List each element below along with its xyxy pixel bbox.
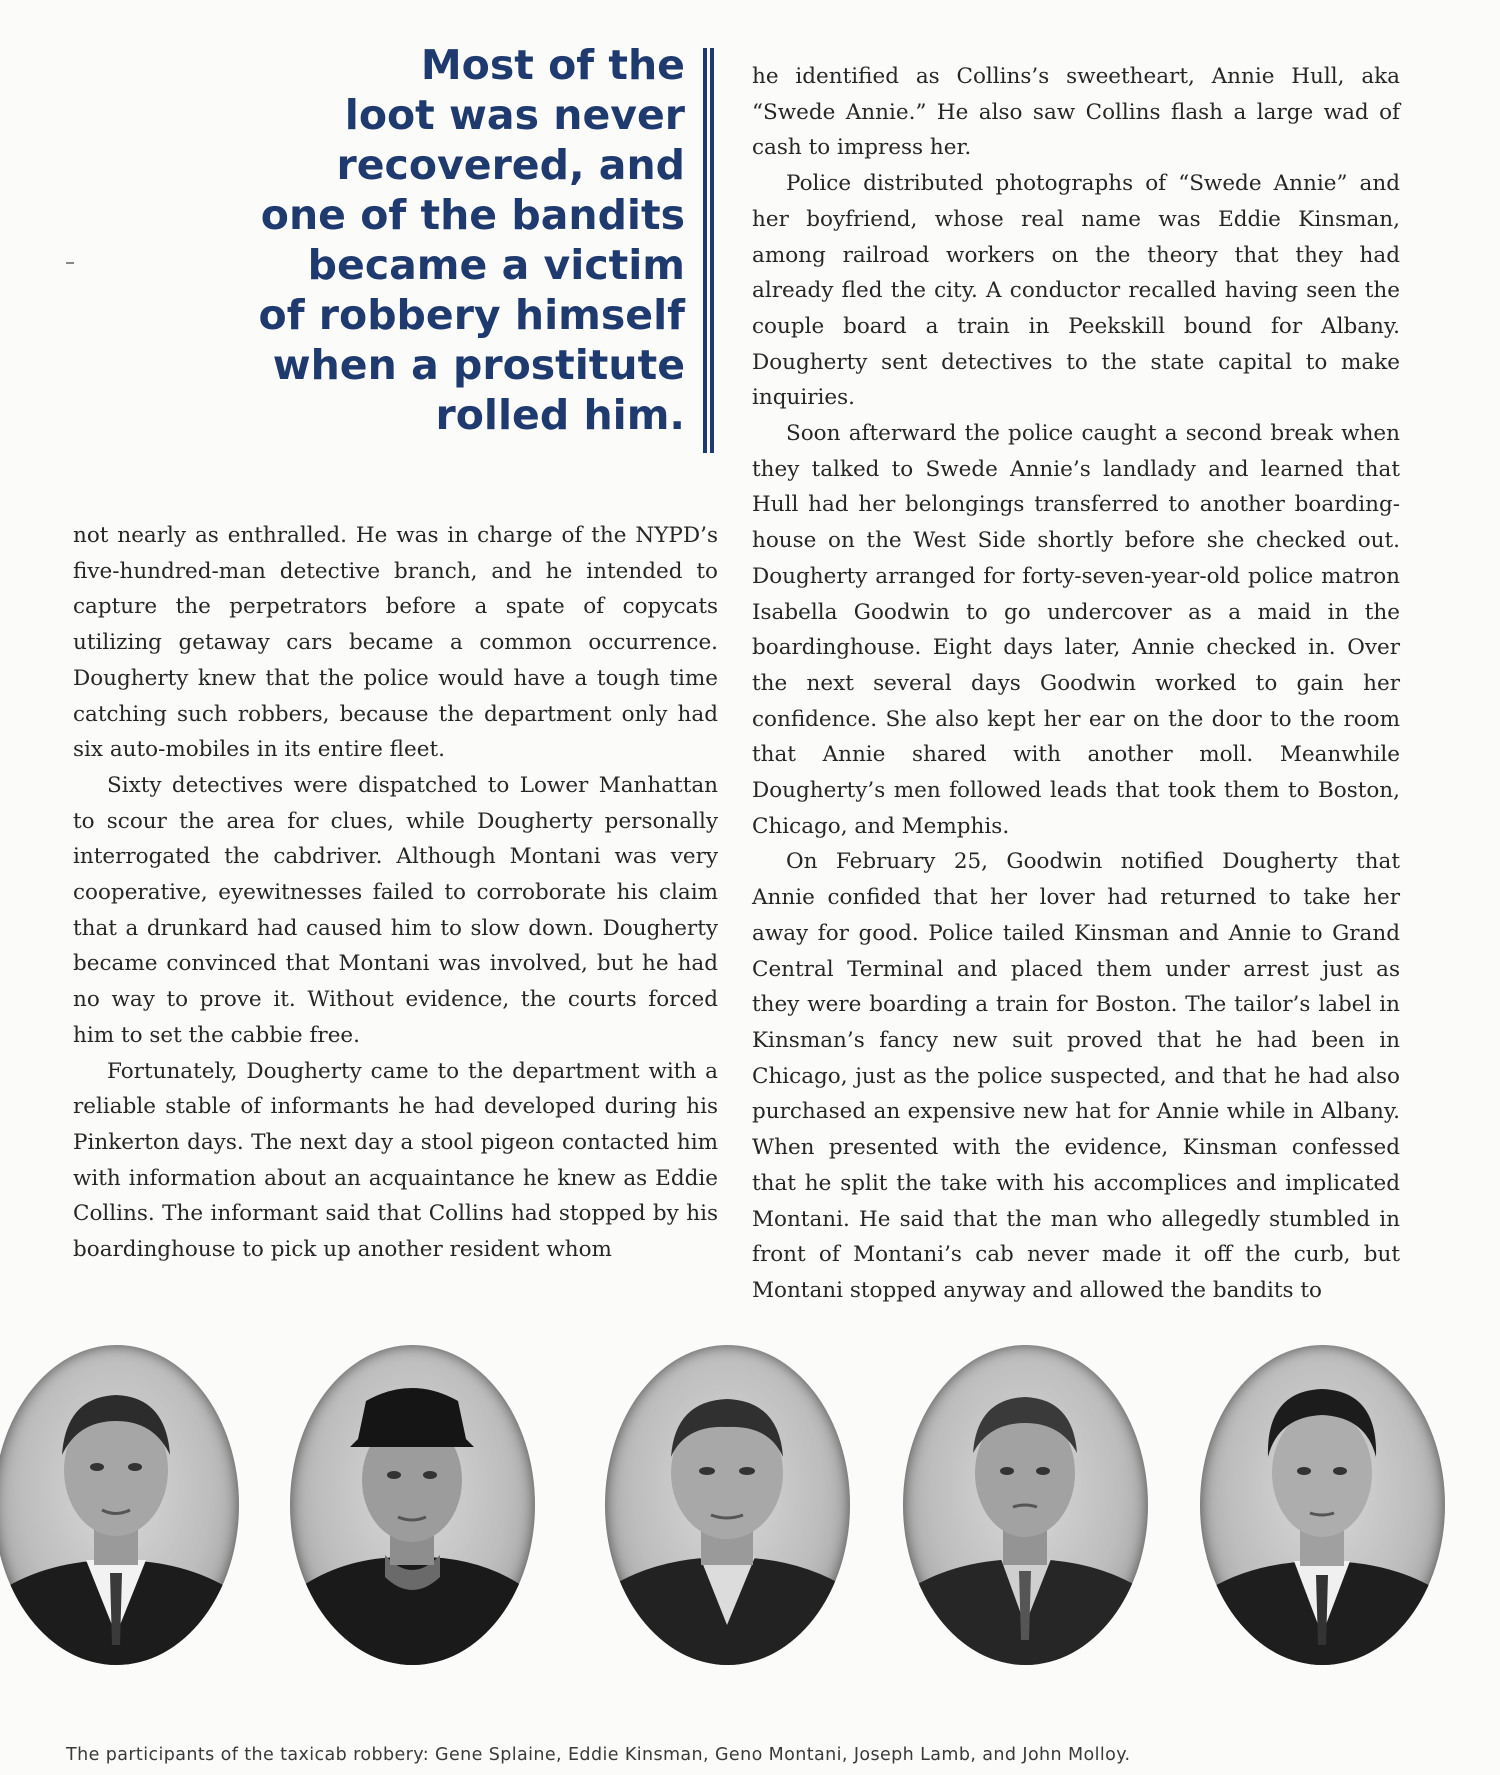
pull-quote-line: recovered, and <box>336 141 685 189</box>
pull-quote-line: loot was never <box>344 91 685 139</box>
paragraph: Sixty detectives were dispatched to Lower Manhattan to scour the area for clues, while Dougherty personally interrogated the cabdriver. Although Montani was very cooperative, eyewitnesses failed to corroborate his claim that a drunkard had caused him to slow down. Dougherty became convinced that Montani was involved, but he had no way to prove it. Without evidence, the courts forced him to set the cabbie free. <box>73 772 718 1048</box>
pull-quote-line: when a prostitute <box>272 341 685 389</box>
portrait-photo <box>290 1345 535 1665</box>
pull-quote-line: Most of the <box>420 41 685 89</box>
paragraph: Fortunately, Dougherty came to the department with a reliable stable of informants he had developed during his Pinkerton days. The next day a stool pigeon contacted him with information about an acquaintance he knew as Eddie Collins. The informant said that Collins had stopped by his boardinghouse to pick up another resident whom <box>73 1058 718 1263</box>
portrait-silhouette <box>903 1345 1148 1665</box>
portrait-silhouette <box>1200 1345 1445 1665</box>
paragraph: Soon afterward the police caught a second break when they talked to Swede Annie’s landlady and learned that Hull had her belongings transferred to another boarding-house on the West Side shortly before she checked out. Dougherty arranged for forty-seven-year-old police matron Isabella Goodwin to go undercover as a maid in the boardinghouse. Eight days later, Annie checked in. Over the next several days Goodwin worked to gain her confidence. She also kept her ear on the door to the room that Annie shared with another moll. Meanwhile Dougherty’s men followed leads that took them to Boston, Chicago, and Memphis. <box>752 421 1400 839</box>
portrait-silhouette <box>0 1345 239 1665</box>
scan-speck <box>66 262 74 264</box>
pull-quote-line: of robbery himself <box>258 291 685 339</box>
mugshot-row <box>0 1345 1500 1665</box>
right-column <box>752 59 1400 1309</box>
paragraph: On February 25, Goodwin notified Dougherty that Annie confided that her lover had returned to take her away for good. Police tailed Kinsman and Annie to Grand Central Terminal and placed them under arrest just as they were boarding a train for Boston. The tailor’s label in Kinsman’s fancy new suit proved that he had been in Chicago, just as the police suspected, and that he had also purchased an expensive new hat for Annie while in Albany. When presented with the evidence, Kinsman confessed that he split the take with his accomplices and implicated Montani. He said that the man who allegedly stumbled in front of Montani’s cab never made it off the curb, but Montani stopped anyway and allowed the bandits to <box>752 849 1400 1303</box>
portrait-silhouette <box>605 1345 850 1665</box>
left-column <box>73 518 718 1268</box>
photo-caption: The participants of the taxicab robbery: Gene Splaine, Eddie Kinsman, Geno Montani, Joseph Lamb, and John Molloy. <box>66 1745 1131 1765</box>
paragraph: he identified as Collins’s sweetheart, Annie Hull, aka “Swede Annie.” He also saw Collins flash a large wad of cash to impress her. <box>752 64 1400 161</box>
portrait-photo <box>0 1345 239 1665</box>
paragraph: not nearly as enthralled. He was in charge of the NYPD’s five-hundred-man detective branch, and he intended to capture the perpetrators before a spate of copycats utilizing getaway cars became a common occurrence. Dougherty knew that the police would have a tough time catching such robbers, because the department only had six auto-mobiles in its entire fleet. <box>73 523 718 763</box>
pull-quote-rule-right <box>710 48 714 453</box>
pull-quote-line: one of the bandits <box>260 191 685 239</box>
pull-quote-line: became a victim <box>307 241 685 289</box>
pull-quote-rule-left <box>703 48 707 453</box>
pull-quote-line: rolled him. <box>435 391 685 439</box>
portrait-photo <box>605 1345 850 1665</box>
pull-quote <box>240 40 685 440</box>
paragraph: Police distributed photographs of “Swede Annie” and her boyfriend, whose real name was Eddie Kinsman, among railroad workers on the theory that they had already fled the city. A conductor recalled having seen the couple board a train in Peekskill bound for Albany. Dougherty sent detectives to the state capital to make inquiries. <box>752 171 1400 411</box>
portrait-photo <box>1200 1345 1445 1665</box>
portrait-silhouette <box>290 1345 535 1665</box>
portrait-photo <box>903 1345 1148 1665</box>
